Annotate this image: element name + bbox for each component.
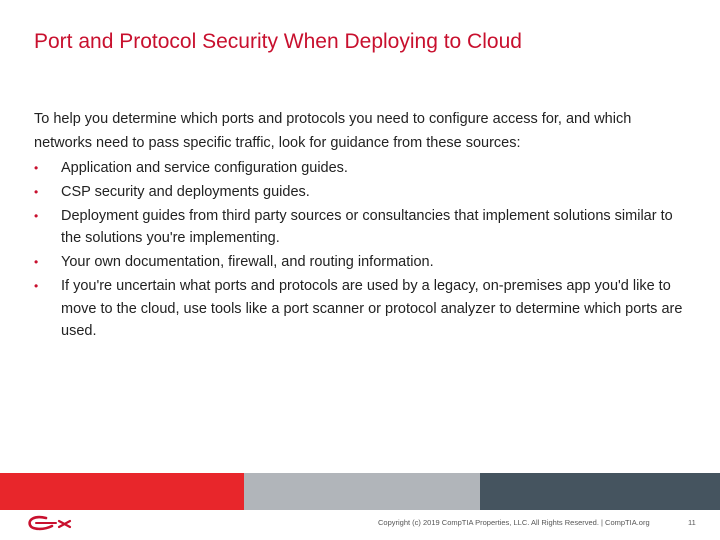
- footer-band-red: [0, 473, 244, 510]
- bullet-item: [34, 157, 684, 180]
- bullet-list: [34, 157, 684, 343]
- copyright-text: Copyright (c) 2019 CompTIA Properties, LLC. All Rights Reserved. | CompTIA.org: [378, 518, 650, 527]
- bullet-icon: •: [34, 160, 39, 175]
- bullet-item: [34, 251, 684, 274]
- footer-band-gray: [244, 473, 480, 510]
- bullet-icon: •: [34, 208, 39, 223]
- bullet-text: CSP security and deployments guides.: [61, 183, 310, 200]
- bullet-item: [34, 275, 684, 343]
- bullet-text: Deployment guides from third party sources or consultancies that implement solutions similar to the solutions you're implementing.: [61, 207, 673, 246]
- bullet-text: Your own documentation, firewall, and routing information.: [61, 254, 434, 270]
- comptia-logo-icon: [26, 514, 74, 532]
- bullet-text: If you're uncertain what ports and protocols are used by a legacy, on-premises app you'd like to move to the cloud, use tools like a port scanner or protocol analyzer to determine which ports are used.: [61, 278, 683, 339]
- slide-body: [34, 107, 684, 343]
- page-number: 11: [688, 518, 696, 527]
- slide-title: Port and Protocol Security When Deploying to Cloud: [34, 30, 522, 53]
- bullet-icon: •: [34, 184, 39, 199]
- bullet-icon: •: [34, 255, 39, 269]
- footer-band-dark: [480, 473, 720, 510]
- bullet-item: [34, 181, 684, 204]
- bullet-icon: •: [34, 279, 39, 293]
- bullet-item: [34, 205, 684, 250]
- bullet-text: Application and service configuration guides.: [61, 159, 348, 176]
- intro-text: To help you determine which ports and protocols you need to configure access for, and which networks need to pass specific traffic, look for guidance from these sources:: [34, 111, 632, 151]
